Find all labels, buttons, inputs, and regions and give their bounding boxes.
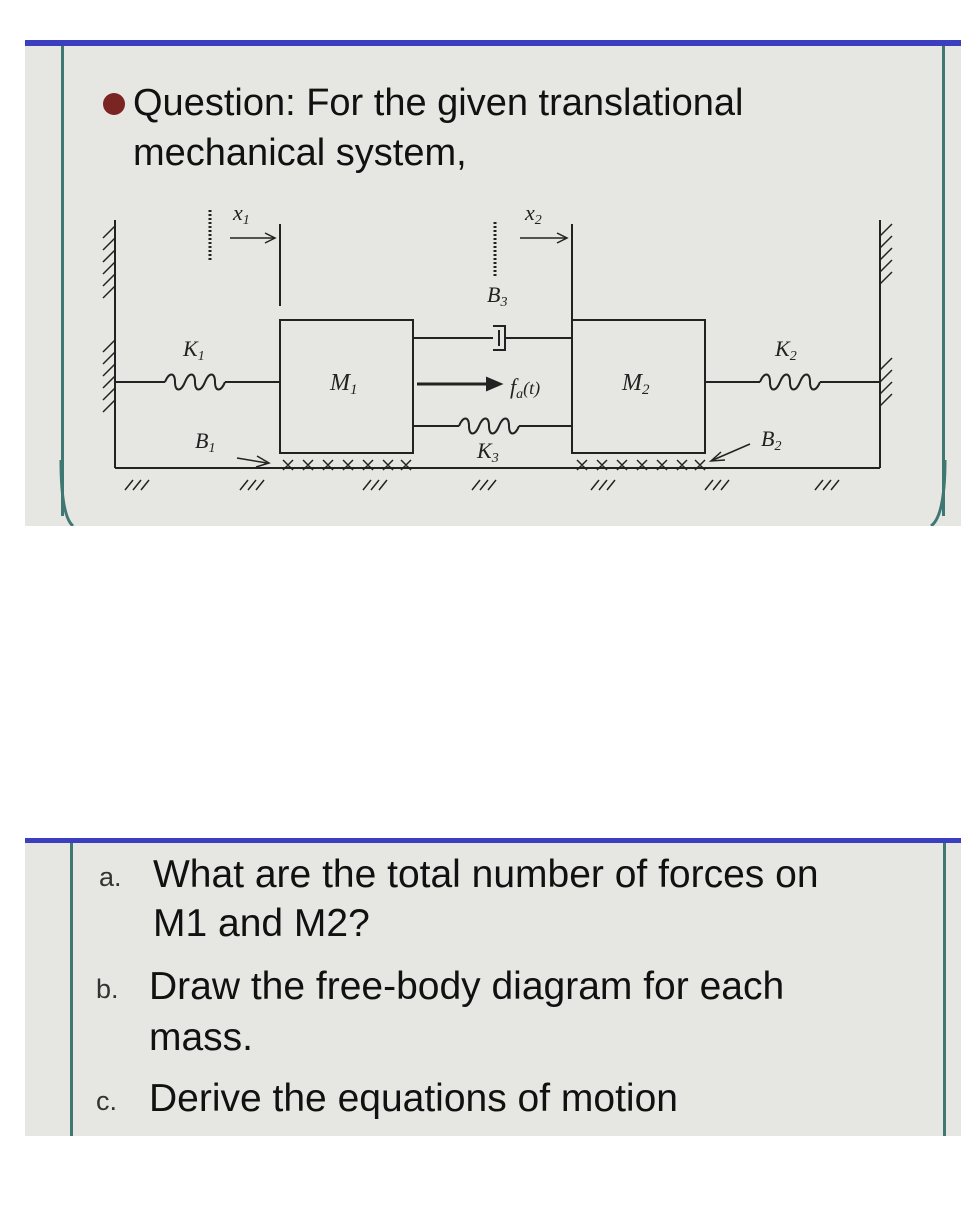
question-text: Question: For the given translational mechanical system, [133,82,744,174]
label-k1: K1 [183,336,205,364]
label-b3: B3 [487,282,508,310]
task-marker-a: a. [99,862,122,892]
slide-frame-curves [25,40,961,526]
task-text-b-line2: mass. [149,1016,254,1059]
label-force: fa(t) [510,374,541,402]
slide-top-bar [25,838,961,843]
label-m1: M1 [330,370,358,398]
label-k2: K2 [775,336,797,364]
label-b2: B2 [761,426,782,454]
question-slide [25,40,961,526]
tasks-slide [25,838,961,1136]
task-text-a-line1: What are the total number of forces on [153,853,819,896]
slide-right-border [943,843,946,1136]
label-x2: x2 [525,200,542,228]
task-text-c-line1: Derive the equations of motion [149,1077,678,1120]
slide-left-border [70,843,73,1136]
task-marker-b: b. [96,974,119,1004]
label-m2: M2 [622,370,650,398]
task-marker-c: c. [96,1086,118,1116]
label-x1: x1 [233,200,250,228]
label-k3: K3 [477,438,499,466]
task-text-a-line2: M1 and M2? [153,902,370,945]
label-b1: B1 [195,428,216,456]
task-text-b-line1: Draw the free-body diagram for each [149,965,785,1008]
